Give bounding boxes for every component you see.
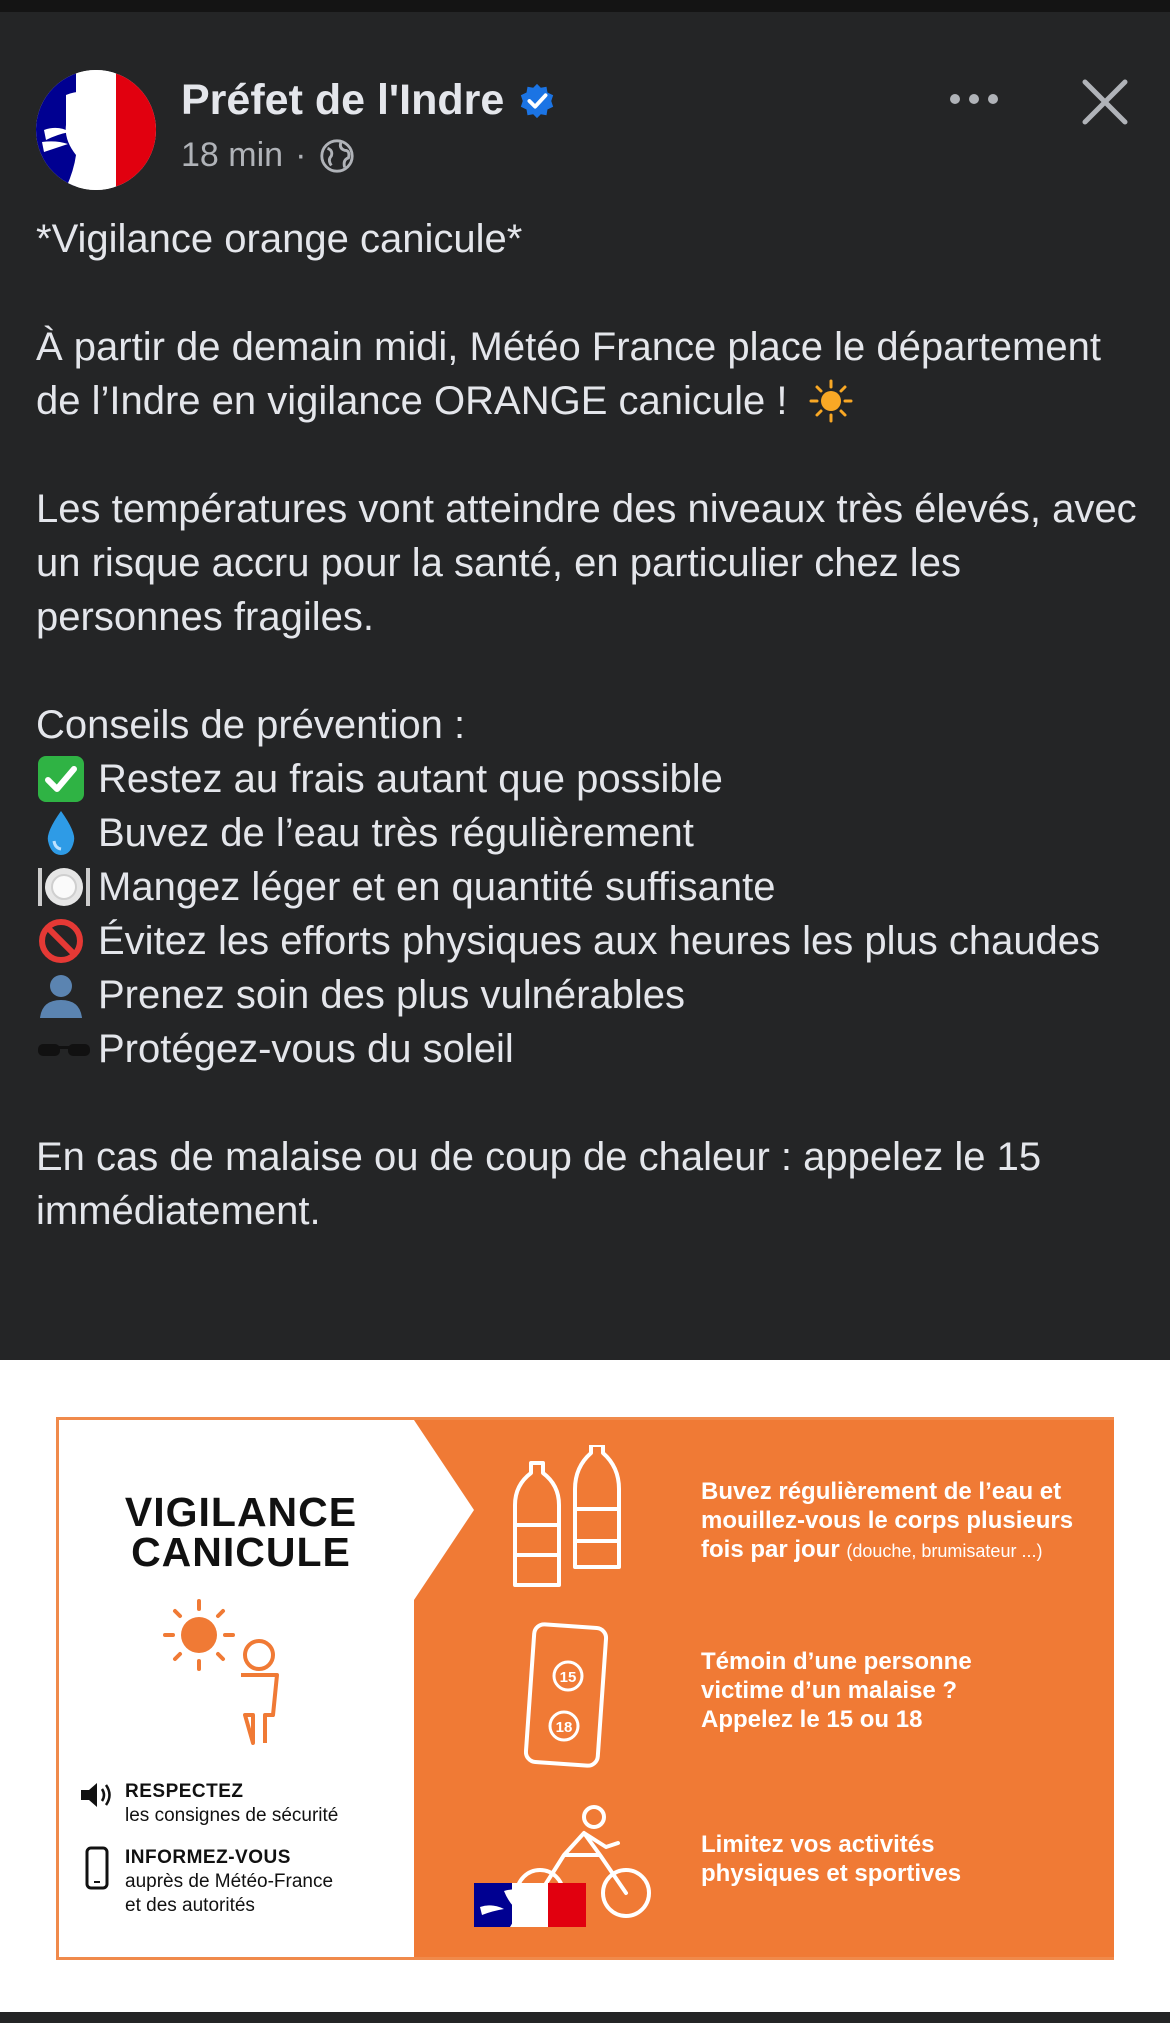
infographic-title: VIGILANCE CANICULE <box>124 1489 358 1575</box>
tip-sport-text: Limitez vos activités physiques et sportives <box>701 1831 962 1887</box>
close-button[interactable] <box>1075 72 1135 132</box>
speaker-icon <box>79 1780 115 1810</box>
globe-icon <box>318 137 356 175</box>
sun-person-illustration <box>159 1595 299 1745</box>
meta-separator: · <box>295 136 307 174</box>
tip-text: Protégez-vous du soleil <box>98 1027 514 1071</box>
no-entry-icon <box>36 916 86 966</box>
tip-water-text: Buvez régulièrement de l’eau et mouillez-vous le corps plusieurs fois par jour (douche, brumisateur ...) <box>701 1478 1074 1563</box>
verified-badge-icon <box>518 82 556 120</box>
author-name[interactable]: Préfet de l'Indre <box>181 76 505 124</box>
post-paragraph-1: À partir de demain midi, Météo France place le département de l’Indre en vigilance ORANGE canicule ! <box>36 325 1101 423</box>
tip-call-text: Témoin d’une personne victime d’un malaise ? Appelez le 15 ou 18 <box>701 1648 972 1733</box>
top-status-bar <box>0 0 1170 12</box>
post-title: *Vigilance orange canicule* <box>36 217 523 261</box>
phone-icon <box>79 1846 115 1890</box>
tip-text: Mangez léger et en quantité suffisante <box>98 865 776 909</box>
facebook-post <box>0 12 1170 1360</box>
smartphone-emergency-icon <box>524 1620 614 1770</box>
close-icon <box>1075 72 1135 132</box>
post-image[interactable] <box>0 1360 1170 2023</box>
tip-item <box>36 914 1146 968</box>
tips-heading: Conseils de prévention : <box>36 703 466 747</box>
sunglasses-icon <box>36 1024 92 1074</box>
tip-text: Restez au frais autant que possible <box>98 757 723 801</box>
more-dots-icon <box>940 74 1010 124</box>
left-info-block: RESPECTEZ les consignes de sécurité INFORMEZ-VOUS auprès de Météo-France et des autorités <box>79 1780 399 1936</box>
droplet-icon <box>36 808 86 858</box>
vigilance-infographic <box>56 1417 1114 1960</box>
water-bottles-icon <box>509 1445 639 1595</box>
check-mark-icon <box>36 754 86 804</box>
tip-item <box>36 752 1146 806</box>
arrow-notch <box>414 1420 484 1957</box>
tip-item <box>36 1022 1146 1076</box>
tip-text: Évitez les efforts physiques aux heures les plus chaudes <box>98 919 1101 963</box>
post-paragraph-3: En cas de malaise ou de coup de chaleur : appelez le 15 immédiatement. <box>36 1135 1042 1233</box>
phone-number-18: 18 <box>555 1719 573 1736</box>
post-meta <box>181 136 356 175</box>
tip-text: Buvez de l’eau très régulièrement <box>98 811 694 855</box>
plate-icon <box>36 862 92 912</box>
tip-text: Prenez soin des plus vulnérables <box>98 973 686 1017</box>
marianne-logo-icon <box>36 70 156 190</box>
tip-item <box>36 806 1146 860</box>
more-options-button[interactable] <box>940 74 1010 124</box>
tip-item <box>36 968 1146 1022</box>
bottom-bar <box>0 2012 1170 2023</box>
sun-icon <box>805 378 857 424</box>
author-name-row[interactable] <box>181 76 556 125</box>
post-paragraph-2: Les températures vont atteindre des niveaux très élevés, avec un risque accru pour la santé, en particulier chez les personnes fragiles. <box>36 487 1137 639</box>
post-time[interactable]: 18 min <box>181 136 284 174</box>
post-body <box>36 212 1146 1238</box>
republique-francaise-logo-icon <box>474 1883 586 1927</box>
tip-item <box>36 860 1146 914</box>
phone-number-15: 15 <box>559 1669 577 1686</box>
page-avatar[interactable] <box>36 70 156 190</box>
person-silhouette-icon <box>36 970 86 1020</box>
